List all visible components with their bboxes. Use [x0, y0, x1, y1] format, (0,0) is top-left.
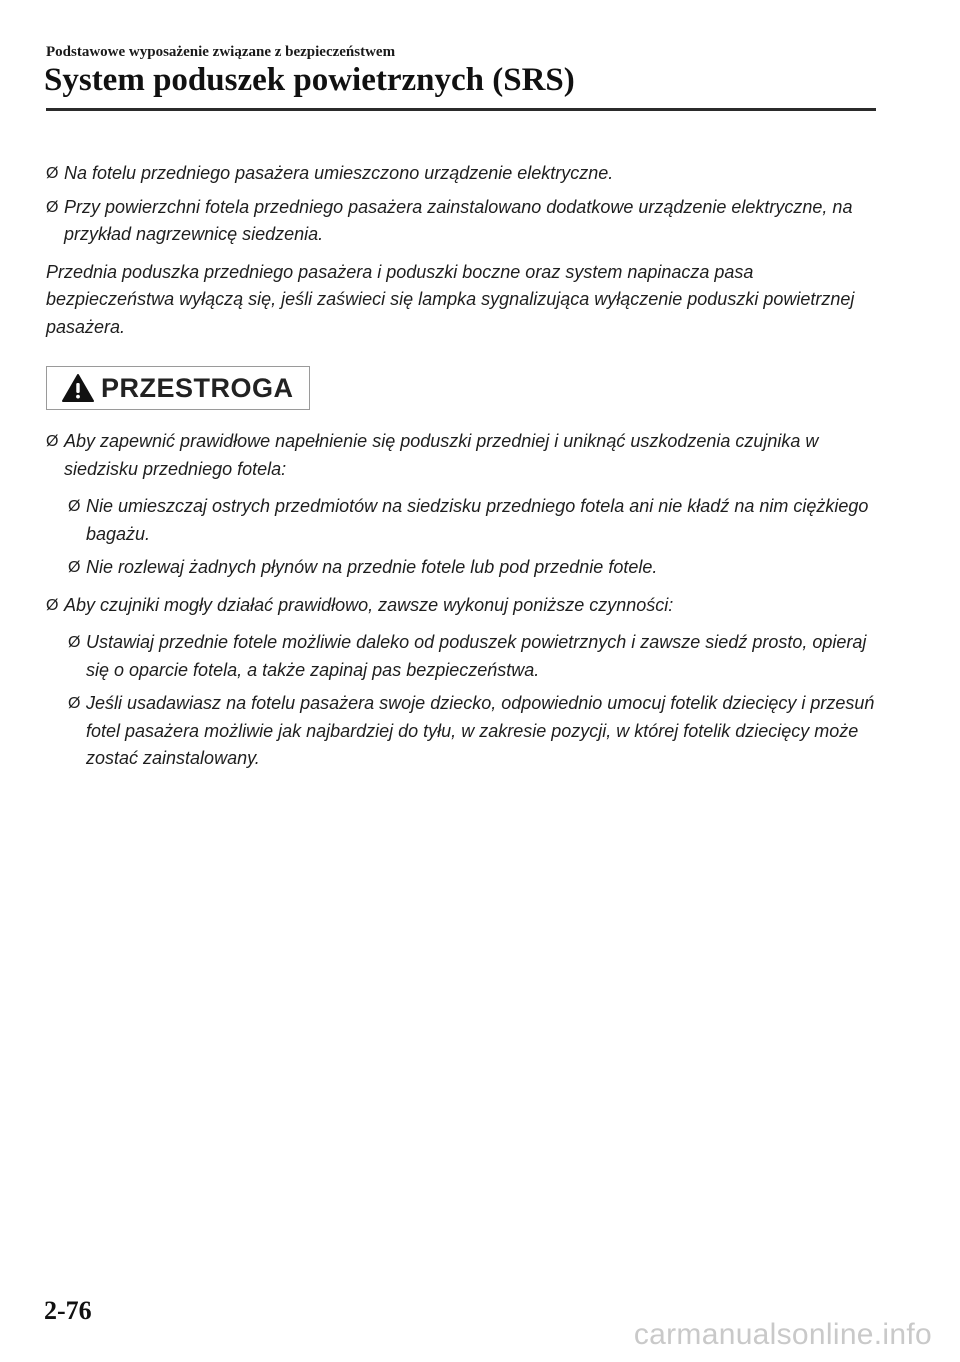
sub-list-item: [68, 690, 876, 773]
list-item-text: Jeśli usadawiasz na fotelu pasażera swoje dziecko, odpowiednio umocuj fotelik dziecięcy i przesuń fotel pasażera możliwie jak najbardziej do tyłu, w zakresie pozycji, w której fotelik dziecięcy może zostać zainstalowany.: [86, 693, 875, 768]
list-item: [46, 428, 876, 483]
list-item-text: Ustawiaj przednie fotele możliwie daleko od poduszek powietrznych i zawsze siedź prosto, opieraj się o oparcie fotela, a także zapinaj pas bezpieczeństwa.: [86, 632, 867, 680]
list-item-text: Aby zapewnić prawidłowe napełnienie się poduszki przedniej i uniknąć uszkodzenia czujnika w siedzisku przedniego fotela:: [64, 431, 819, 479]
list-item-text: Na fotelu przedniego pasażera umieszczono urządzenie elektryczne.: [64, 163, 614, 183]
chapter-title: System poduszek powietrznych (SRS): [44, 62, 575, 98]
bullet-arrow-icon: Ø: [46, 165, 59, 182]
title-divider: [46, 108, 876, 111]
sub-list-item: [68, 554, 876, 582]
warning-triangle-icon: [61, 373, 95, 403]
caution-section: [46, 428, 876, 773]
bullet-arrow-icon: Ø: [68, 498, 81, 515]
sub-list-item: [68, 629, 876, 684]
bullet-arrow-icon: Ø: [68, 634, 81, 651]
list-item: [46, 194, 876, 249]
bullet-arrow-icon: Ø: [46, 198, 59, 216]
sub-list-item: [68, 493, 876, 548]
list-item-text: Nie umieszczaj ostrych przedmiotów na siedzisku przedniego fotela ani nie kładź na nim ciężkiego bagażu.: [86, 496, 869, 544]
bullet-arrow-icon: Ø: [68, 559, 81, 576]
intro-section: [46, 160, 876, 341]
bullet-arrow-icon: Ø: [68, 695, 81, 712]
caution-label: PRZESTROGA: [101, 372, 294, 403]
bullet-arrow-icon: Ø: [46, 596, 59, 614]
list-item: [46, 592, 876, 620]
list-item: [46, 160, 876, 188]
section-label: Podstawowe wyposażenie związane z bezpieczeństwem: [46, 44, 396, 60]
intro-paragraph: Przednia poduszka przedniego pasażera i poduszki boczne oraz system napinacza pasa bezpieczeństwa wyłączą się, jeśli zaświeci się lampka sygnalizująca wyłączenie poduszki powietrznej pasażera.: [46, 261, 855, 337]
watermark: carmanualsonline.info: [633, 1318, 932, 1351]
caution-header: [46, 366, 310, 410]
list-item-text: Przy powierzchni fotela przedniego pasażera zainstalowano dodatkowe urządzenie elektryczne, na przykład nagrzewnicę siedzenia.: [64, 196, 853, 244]
list-item-text: Aby czujniki mogły działać prawidłowo, zawsze wykonuj poniższe czynności:: [64, 594, 674, 615]
list-item-text: Nie rozlewaj żadnych płynów na przednie fotele lub pod przednie fotele.: [86, 557, 658, 577]
page-number: 2-76: [44, 1296, 92, 1325]
bullet-arrow-icon: Ø: [46, 433, 59, 450]
